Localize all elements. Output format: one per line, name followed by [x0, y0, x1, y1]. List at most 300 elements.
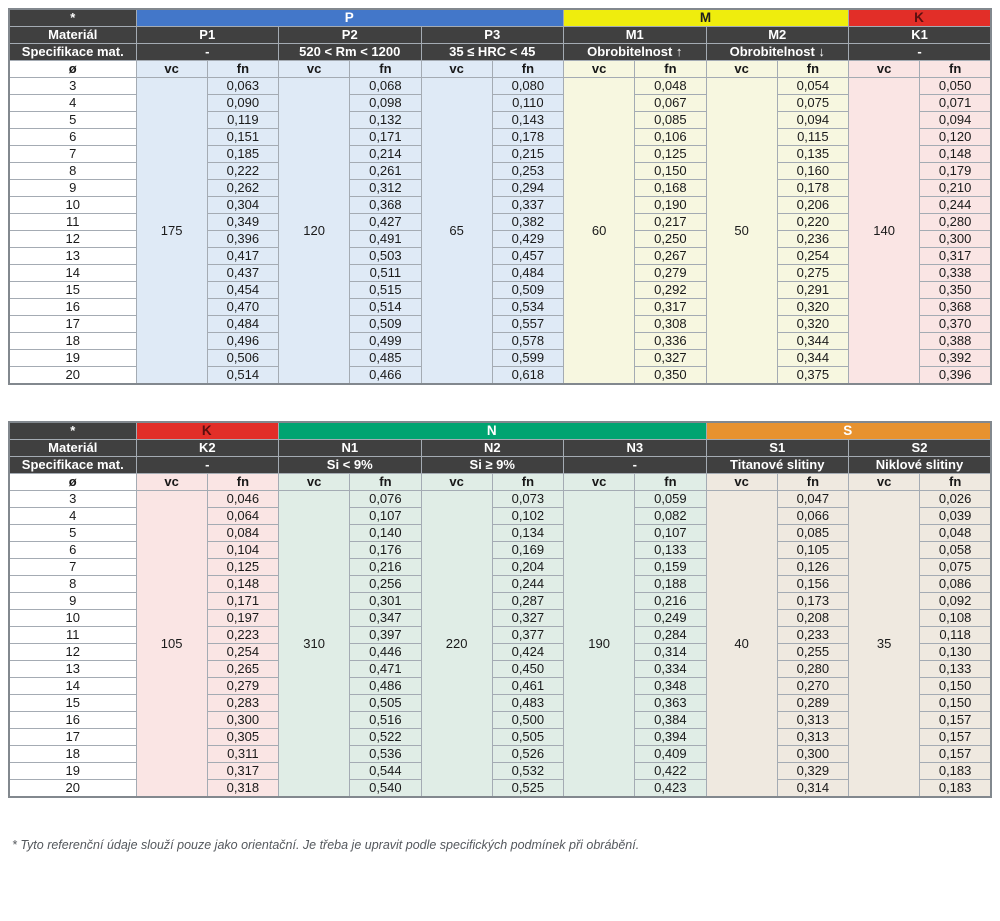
fn-P3-d6: 0,178 — [492, 129, 563, 146]
fn-N3-d19: 0,422 — [635, 763, 706, 780]
table-row — [9, 78, 991, 95]
fn-P2-d16: 0,514 — [350, 299, 421, 316]
diameter-cell: 15 — [9, 695, 136, 712]
vc-K1: 140 — [849, 78, 920, 385]
fn-N2-d6: 0,169 — [492, 542, 563, 559]
diameter-cell: 11 — [9, 214, 136, 231]
spec-S2: Niklové slitiny — [849, 457, 992, 474]
material-N1: N1 — [279, 440, 422, 457]
fn-P3-d10: 0,337 — [492, 197, 563, 214]
fn-M2-d4: 0,075 — [777, 95, 848, 112]
fn-M2-d16: 0,320 — [777, 299, 848, 316]
fn-S2-d11: 0,118 — [920, 627, 991, 644]
fn-P2-d3: 0,068 — [350, 78, 421, 95]
vc-head-N3: vc — [564, 474, 635, 491]
fn-S1-d18: 0,300 — [777, 746, 848, 763]
fn-S2-d15: 0,150 — [920, 695, 991, 712]
fn-P1-d6: 0,151 — [207, 129, 278, 146]
fn-N1-d16: 0,516 — [350, 712, 421, 729]
diameter-cell: 17 — [9, 316, 136, 333]
fn-M2-d13: 0,254 — [777, 248, 848, 265]
fn-N2-d3: 0,073 — [492, 491, 563, 508]
vc-head-S1: vc — [706, 474, 777, 491]
fn-N1-d3: 0,076 — [350, 491, 421, 508]
diameter-cell: 17 — [9, 729, 136, 746]
fn-K2-d9: 0,171 — [207, 593, 278, 610]
fn-K2-d8: 0,148 — [207, 576, 278, 593]
star-header-cell: * — [9, 9, 136, 27]
fn-K2-d19: 0,317 — [207, 763, 278, 780]
fn-N2-d14: 0,461 — [492, 678, 563, 695]
fn-N2-d20: 0,525 — [492, 780, 563, 798]
fn-M1-d16: 0,317 — [635, 299, 706, 316]
fn-P2-d5: 0,132 — [350, 112, 421, 129]
fn-N1-d20: 0,540 — [350, 780, 421, 798]
fn-N3-d16: 0,384 — [635, 712, 706, 729]
fn-S1-d10: 0,208 — [777, 610, 848, 627]
fn-M1-d8: 0,150 — [635, 163, 706, 180]
fn-S2-d8: 0,086 — [920, 576, 991, 593]
footnote: * Tyto referenční údaje slouží pouze jako orientační. Je třeba je upravit podle specifických podmínek při obrábění. — [12, 838, 640, 852]
fn-P2-d10: 0,368 — [350, 197, 421, 214]
diameter-cell: 20 — [9, 780, 136, 798]
fn-K2-d10: 0,197 — [207, 610, 278, 627]
fn-P1-d17: 0,484 — [207, 316, 278, 333]
vc-head-P1: vc — [136, 61, 207, 78]
material-P3: P3 — [421, 27, 564, 44]
fn-head-N1: fn — [350, 474, 421, 491]
fn-S1-d15: 0,289 — [777, 695, 848, 712]
fn-S1-d6: 0,105 — [777, 542, 848, 559]
fn-S1-d11: 0,233 — [777, 627, 848, 644]
fn-P1-d4: 0,090 — [207, 95, 278, 112]
vc-K2: 105 — [136, 491, 207, 798]
fn-P2-d8: 0,261 — [350, 163, 421, 180]
fn-P3-d5: 0,143 — [492, 112, 563, 129]
cutting-data-table-top — [8, 8, 992, 385]
fn-S2-d18: 0,157 — [920, 746, 991, 763]
fn-P3-d15: 0,509 — [492, 282, 563, 299]
fn-S1-d20: 0,314 — [777, 780, 848, 798]
fn-M1-d5: 0,085 — [635, 112, 706, 129]
spec-N3: - — [564, 457, 707, 474]
fn-head-P3: fn — [492, 61, 563, 78]
fn-P3-d4: 0,110 — [492, 95, 563, 112]
table-row — [9, 491, 991, 508]
fn-P3-d14: 0,484 — [492, 265, 563, 282]
fn-head-K1: fn — [920, 61, 991, 78]
fn-P2-d4: 0,098 — [350, 95, 421, 112]
fn-P1-d18: 0,496 — [207, 333, 278, 350]
fn-S2-d3: 0,026 — [920, 491, 991, 508]
fn-S1-d17: 0,313 — [777, 729, 848, 746]
group-header-P: P — [136, 9, 564, 27]
fn-N3-d4: 0,082 — [635, 508, 706, 525]
fn-M1-d7: 0,125 — [635, 146, 706, 163]
diameter-cell: 14 — [9, 678, 136, 695]
fn-S2-d4: 0,039 — [920, 508, 991, 525]
star-header-cell: * — [9, 422, 136, 440]
fn-N2-d15: 0,483 — [492, 695, 563, 712]
fn-P3-d7: 0,215 — [492, 146, 563, 163]
fn-P2-d19: 0,485 — [350, 350, 421, 367]
fn-P2-d15: 0,515 — [350, 282, 421, 299]
fn-K2-d7: 0,125 — [207, 559, 278, 576]
diameter-cell: 13 — [9, 248, 136, 265]
material-label-cell: Materiál — [9, 440, 136, 457]
fn-K1-d12: 0,300 — [920, 231, 991, 248]
fn-K2-d5: 0,084 — [207, 525, 278, 542]
fn-N3-d17: 0,394 — [635, 729, 706, 746]
fn-P2-d18: 0,499 — [350, 333, 421, 350]
fn-M2-d19: 0,344 — [777, 350, 848, 367]
fn-N3-d20: 0,423 — [635, 780, 706, 798]
fn-head-P2: fn — [350, 61, 421, 78]
fn-M1-d17: 0,308 — [635, 316, 706, 333]
fn-N3-d13: 0,334 — [635, 661, 706, 678]
vc-head-N1: vc — [279, 474, 350, 491]
vc-head-P3: vc — [421, 61, 492, 78]
fn-N2-d9: 0,287 — [492, 593, 563, 610]
fn-head-P1: fn — [207, 61, 278, 78]
spec-S1: Titanové slitiny — [706, 457, 849, 474]
fn-P3-d20: 0,618 — [492, 367, 563, 385]
fn-N1-d14: 0,486 — [350, 678, 421, 695]
fn-P3-d16: 0,534 — [492, 299, 563, 316]
fn-M1-d3: 0,048 — [635, 78, 706, 95]
fn-M2-d9: 0,178 — [777, 180, 848, 197]
fn-P1-d14: 0,437 — [207, 265, 278, 282]
fn-N1-d7: 0,216 — [350, 559, 421, 576]
fn-P3-d13: 0,457 — [492, 248, 563, 265]
fn-P2-d20: 0,466 — [350, 367, 421, 385]
spec-N2: Si ≥ 9% — [421, 457, 564, 474]
fn-S1-d5: 0,085 — [777, 525, 848, 542]
fn-N3-d6: 0,133 — [635, 542, 706, 559]
fn-M1-d9: 0,168 — [635, 180, 706, 197]
fn-N3-d9: 0,216 — [635, 593, 706, 610]
vc-head-M1: vc — [564, 61, 635, 78]
fn-P1-d7: 0,185 — [207, 146, 278, 163]
fn-N1-d17: 0,522 — [350, 729, 421, 746]
diameter-cell: 20 — [9, 367, 136, 385]
spec-P3: 35 ≤ HRC < 45 — [421, 44, 564, 61]
fn-N1-d8: 0,256 — [350, 576, 421, 593]
diameter-cell: 10 — [9, 610, 136, 627]
fn-K2-d17: 0,305 — [207, 729, 278, 746]
fn-S1-d7: 0,126 — [777, 559, 848, 576]
fn-S1-d19: 0,329 — [777, 763, 848, 780]
fn-P2-d13: 0,503 — [350, 248, 421, 265]
diameter-label-cell: ø — [9, 61, 136, 78]
group-header-S: S — [706, 422, 991, 440]
fn-P2-d14: 0,511 — [350, 265, 421, 282]
fn-P3-d19: 0,599 — [492, 350, 563, 367]
material-K2: K2 — [136, 440, 279, 457]
fn-K2-d12: 0,254 — [207, 644, 278, 661]
vc-head-K2: vc — [136, 474, 207, 491]
fn-N3-d3: 0,059 — [635, 491, 706, 508]
fn-M2-d6: 0,115 — [777, 129, 848, 146]
fn-N3-d12: 0,314 — [635, 644, 706, 661]
spec-label-cell: Specifikace mat. — [9, 457, 136, 474]
fn-N2-d13: 0,450 — [492, 661, 563, 678]
fn-S2-d16: 0,157 — [920, 712, 991, 729]
fn-P1-d19: 0,506 — [207, 350, 278, 367]
fn-M2-d12: 0,236 — [777, 231, 848, 248]
spec-K1: - — [849, 44, 992, 61]
diameter-cell: 8 — [9, 163, 136, 180]
vc-head-N2: vc — [421, 474, 492, 491]
fn-N1-d11: 0,397 — [350, 627, 421, 644]
group-header-K: K — [136, 422, 279, 440]
fn-N2-d5: 0,134 — [492, 525, 563, 542]
fn-K1-d5: 0,094 — [920, 112, 991, 129]
fn-S1-d12: 0,255 — [777, 644, 848, 661]
fn-N2-d7: 0,204 — [492, 559, 563, 576]
diameter-cell: 4 — [9, 95, 136, 112]
fn-N1-d12: 0,446 — [350, 644, 421, 661]
fn-N3-d7: 0,159 — [635, 559, 706, 576]
fn-S2-d19: 0,183 — [920, 763, 991, 780]
group-header-row — [9, 422, 991, 440]
material-K1: K1 — [849, 27, 992, 44]
fn-P1-d9: 0,262 — [207, 180, 278, 197]
diameter-cell: 5 — [9, 525, 136, 542]
vc-head-S2: vc — [849, 474, 920, 491]
vc-M2: 50 — [706, 78, 777, 385]
fn-N1-d5: 0,140 — [350, 525, 421, 542]
fn-K1-d20: 0,396 — [920, 367, 991, 385]
fn-M1-d12: 0,250 — [635, 231, 706, 248]
column-head-row — [9, 474, 991, 491]
fn-K1-d6: 0,120 — [920, 129, 991, 146]
fn-head-M1: fn — [635, 61, 706, 78]
fn-P2-d7: 0,214 — [350, 146, 421, 163]
material-M2: M2 — [706, 27, 849, 44]
fn-K1-d4: 0,071 — [920, 95, 991, 112]
vc-P1: 175 — [136, 78, 207, 385]
fn-N3-d11: 0,284 — [635, 627, 706, 644]
cutting-data-table-bottom — [8, 421, 992, 798]
vc-N1: 310 — [279, 491, 350, 798]
vc-P2: 120 — [279, 78, 350, 385]
diameter-cell: 16 — [9, 712, 136, 729]
fn-head-N2: fn — [492, 474, 563, 491]
fn-K2-d4: 0,064 — [207, 508, 278, 525]
fn-P1-d8: 0,222 — [207, 163, 278, 180]
material-P1: P1 — [136, 27, 279, 44]
fn-M2-d8: 0,160 — [777, 163, 848, 180]
spec-M2: Obrobitelnost ↓ — [706, 44, 849, 61]
material-row — [9, 440, 991, 457]
spec-K2: - — [136, 457, 279, 474]
material-label-cell: Materiál — [9, 27, 136, 44]
fn-M2-d10: 0,206 — [777, 197, 848, 214]
fn-N1-d18: 0,536 — [350, 746, 421, 763]
fn-N2-d8: 0,244 — [492, 576, 563, 593]
fn-M2-d11: 0,220 — [777, 214, 848, 231]
diameter-cell: 6 — [9, 542, 136, 559]
fn-N1-d9: 0,301 — [350, 593, 421, 610]
fn-N1-d13: 0,471 — [350, 661, 421, 678]
fn-K1-d15: 0,350 — [920, 282, 991, 299]
diameter-cell: 9 — [9, 593, 136, 610]
fn-K1-d19: 0,392 — [920, 350, 991, 367]
diameter-cell: 13 — [9, 661, 136, 678]
spec-label-cell: Specifikace mat. — [9, 44, 136, 61]
fn-S2-d13: 0,133 — [920, 661, 991, 678]
fn-head-S2: fn — [920, 474, 991, 491]
fn-N3-d15: 0,363 — [635, 695, 706, 712]
column-head-row — [9, 61, 991, 78]
fn-S1-d13: 0,280 — [777, 661, 848, 678]
fn-N1-d6: 0,176 — [350, 542, 421, 559]
fn-M1-d18: 0,336 — [635, 333, 706, 350]
fn-K1-d17: 0,370 — [920, 316, 991, 333]
fn-N2-d12: 0,424 — [492, 644, 563, 661]
fn-K2-d11: 0,223 — [207, 627, 278, 644]
fn-P2-d6: 0,171 — [350, 129, 421, 146]
diameter-cell: 18 — [9, 333, 136, 350]
spec-N1: Si < 9% — [279, 457, 422, 474]
diameter-cell: 3 — [9, 78, 136, 95]
diameter-cell: 12 — [9, 644, 136, 661]
fn-P1-d3: 0,063 — [207, 78, 278, 95]
fn-K2-d18: 0,311 — [207, 746, 278, 763]
material-N2: N2 — [421, 440, 564, 457]
fn-N2-d10: 0,327 — [492, 610, 563, 627]
diameter-cell: 19 — [9, 763, 136, 780]
fn-S2-d6: 0,058 — [920, 542, 991, 559]
vc-S1: 40 — [706, 491, 777, 798]
fn-S1-d9: 0,173 — [777, 593, 848, 610]
fn-P2-d9: 0,312 — [350, 180, 421, 197]
fn-K1-d3: 0,050 — [920, 78, 991, 95]
fn-head-M2: fn — [777, 61, 848, 78]
fn-K1-d11: 0,280 — [920, 214, 991, 231]
fn-P1-d16: 0,470 — [207, 299, 278, 316]
fn-head-K2: fn — [207, 474, 278, 491]
spec-P1: - — [136, 44, 279, 61]
fn-M2-d14: 0,275 — [777, 265, 848, 282]
material-S1: S1 — [706, 440, 849, 457]
group-header-M: M — [564, 9, 849, 27]
fn-N2-d16: 0,500 — [492, 712, 563, 729]
fn-M1-d13: 0,267 — [635, 248, 706, 265]
material-M1: M1 — [564, 27, 707, 44]
spec-P2: 520 < Rm < 1200 — [279, 44, 422, 61]
vc-P3: 65 — [421, 78, 492, 385]
fn-head-S1: fn — [777, 474, 848, 491]
fn-M2-d15: 0,291 — [777, 282, 848, 299]
fn-K1-d18: 0,388 — [920, 333, 991, 350]
vc-N3: 190 — [564, 491, 635, 798]
fn-M2-d3: 0,054 — [777, 78, 848, 95]
diameter-cell: 5 — [9, 112, 136, 129]
diameter-cell: 12 — [9, 231, 136, 248]
fn-S2-d5: 0,048 — [920, 525, 991, 542]
diameter-cell: 9 — [9, 180, 136, 197]
fn-N3-d18: 0,409 — [635, 746, 706, 763]
fn-P1-d15: 0,454 — [207, 282, 278, 299]
fn-P2-d12: 0,491 — [350, 231, 421, 248]
fn-S2-d7: 0,075 — [920, 559, 991, 576]
fn-P1-d11: 0,349 — [207, 214, 278, 231]
fn-S1-d4: 0,066 — [777, 508, 848, 525]
fn-K2-d3: 0,046 — [207, 491, 278, 508]
fn-K1-d14: 0,338 — [920, 265, 991, 282]
fn-M1-d4: 0,067 — [635, 95, 706, 112]
fn-M1-d14: 0,279 — [635, 265, 706, 282]
fn-P3-d11: 0,382 — [492, 214, 563, 231]
fn-K2-d6: 0,104 — [207, 542, 278, 559]
fn-N3-d5: 0,107 — [635, 525, 706, 542]
fn-S1-d16: 0,313 — [777, 712, 848, 729]
fn-P3-d9: 0,294 — [492, 180, 563, 197]
diameter-cell: 7 — [9, 559, 136, 576]
fn-N1-d15: 0,505 — [350, 695, 421, 712]
fn-N1-d10: 0,347 — [350, 610, 421, 627]
fn-S1-d3: 0,047 — [777, 491, 848, 508]
vc-M1: 60 — [564, 78, 635, 385]
diameter-cell: 15 — [9, 282, 136, 299]
diameter-cell: 14 — [9, 265, 136, 282]
fn-S2-d10: 0,108 — [920, 610, 991, 627]
fn-K1-d16: 0,368 — [920, 299, 991, 316]
fn-M2-d17: 0,320 — [777, 316, 848, 333]
fn-M1-d6: 0,106 — [635, 129, 706, 146]
fn-P3-d12: 0,429 — [492, 231, 563, 248]
spec-M1: Obrobitelnost ↑ — [564, 44, 707, 61]
diameter-cell: 6 — [9, 129, 136, 146]
fn-K2-d15: 0,283 — [207, 695, 278, 712]
diameter-cell: 8 — [9, 576, 136, 593]
fn-M1-d19: 0,327 — [635, 350, 706, 367]
vc-N2: 220 — [421, 491, 492, 798]
vc-head-K1: vc — [849, 61, 920, 78]
fn-N2-d4: 0,102 — [492, 508, 563, 525]
fn-K2-d13: 0,265 — [207, 661, 278, 678]
diameter-cell: 7 — [9, 146, 136, 163]
fn-P3-d3: 0,080 — [492, 78, 563, 95]
diameter-cell: 18 — [9, 746, 136, 763]
diameter-cell: 19 — [9, 350, 136, 367]
fn-P2-d11: 0,427 — [350, 214, 421, 231]
fn-S2-d20: 0,183 — [920, 780, 991, 798]
fn-M1-d15: 0,292 — [635, 282, 706, 299]
material-N3: N3 — [564, 440, 707, 457]
vc-head-P2: vc — [279, 61, 350, 78]
fn-M2-d5: 0,094 — [777, 112, 848, 129]
diameter-cell: 11 — [9, 627, 136, 644]
fn-N3-d14: 0,348 — [635, 678, 706, 695]
vc-head-M2: vc — [706, 61, 777, 78]
diameter-cell: 4 — [9, 508, 136, 525]
fn-M2-d20: 0,375 — [777, 367, 848, 385]
material-row — [9, 27, 991, 44]
fn-S2-d17: 0,157 — [920, 729, 991, 746]
fn-N1-d4: 0,107 — [350, 508, 421, 525]
fn-N3-d10: 0,249 — [635, 610, 706, 627]
fn-K2-d14: 0,279 — [207, 678, 278, 695]
spec-row — [9, 44, 991, 61]
fn-P3-d8: 0,253 — [492, 163, 563, 180]
diameter-cell: 16 — [9, 299, 136, 316]
fn-P3-d18: 0,578 — [492, 333, 563, 350]
fn-P1-d5: 0,119 — [207, 112, 278, 129]
fn-N3-d8: 0,188 — [635, 576, 706, 593]
